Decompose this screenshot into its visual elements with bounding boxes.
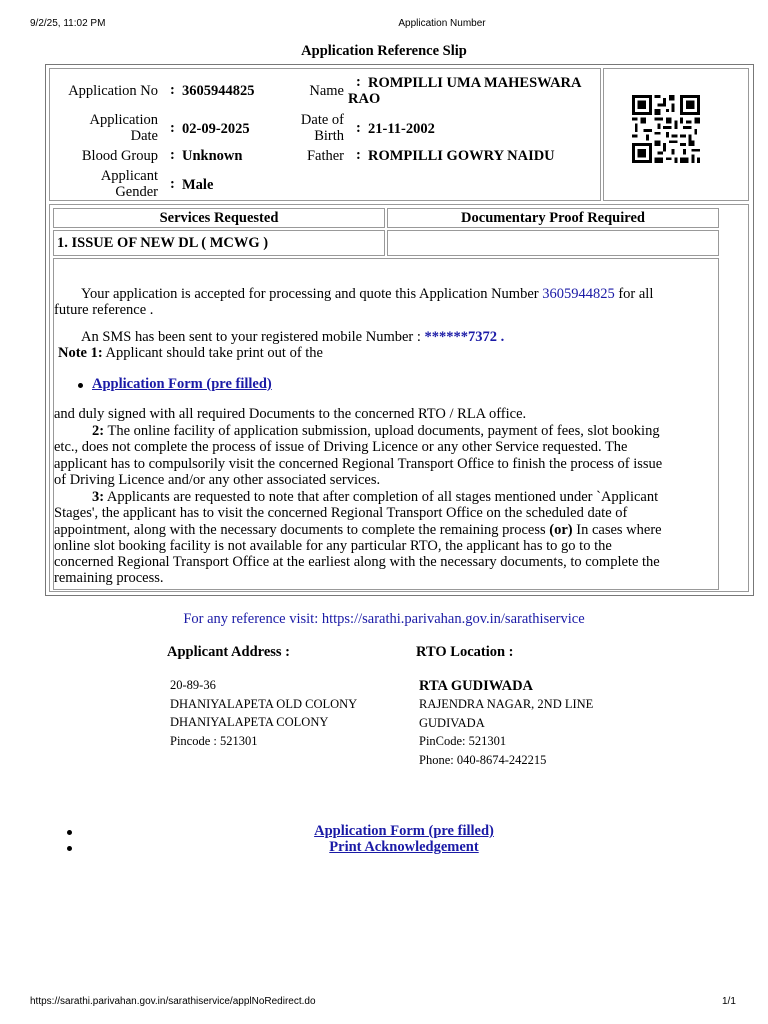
rto-name: RTA GUDIWADA xyxy=(419,678,534,694)
rto-phone: Phone: 040-8674-242215 xyxy=(419,752,547,767)
bullet-icon xyxy=(78,383,83,388)
slip-container xyxy=(45,64,754,596)
reference-text: For any reference visit: https://sarathi.parivahan.gov.in/sarathiservice xyxy=(183,611,585,627)
app-no-value: 3605944825 xyxy=(182,83,255,99)
bottom-application-form-link[interactable]: Application Form (pre filled) xyxy=(314,823,494,839)
dob-value: 21-11-2002 xyxy=(368,121,435,137)
after-link-text: and duly signed with all required Documents to the concerned RTO / RLA office. xyxy=(54,406,527,422)
sms-message xyxy=(81,329,504,345)
note-3-line5: concerned Regional Transport Office at the earliest along with the necessary documents, to complete the xyxy=(54,554,660,571)
accepted-text-a: Your application is accepted for processing and quote this Application Number xyxy=(81,286,539,302)
app-no-colon: : xyxy=(170,82,175,98)
note-3-line4: online slot booking facility is not available for any particular RTO, the applicant has to go to the xyxy=(54,537,612,554)
print-page-title: Application Number xyxy=(398,18,486,29)
gender-label xyxy=(50,168,158,200)
dob-label-2: Birth xyxy=(314,128,344,144)
note-3-line6: remaining process. xyxy=(54,570,164,587)
rto-line-1: RAJENDRA NAGAR, 2ND LINE xyxy=(419,697,594,711)
name-colon: : xyxy=(356,74,361,90)
note-3-line2: Stages', the applicant has to visit the concerned Regional Transport Office on the scheduled date of xyxy=(54,505,628,522)
qr-code-box xyxy=(603,68,749,201)
address-line-3: DHANIYALAPETA COLONY xyxy=(170,715,329,729)
dob-label-1: Date of xyxy=(300,112,344,128)
app-date-label-1: Application xyxy=(89,112,158,128)
app-date-colon: : xyxy=(170,120,175,136)
address-line-1: 20-89-36 xyxy=(170,678,216,692)
accepted-text-c: future reference . xyxy=(54,302,154,319)
application-form-link[interactable]: Application Form (pre filled) xyxy=(92,376,272,392)
proof-header-cell xyxy=(387,208,719,228)
app-date-value: 02-09-2025 xyxy=(182,121,250,137)
services-header-cell xyxy=(53,208,385,228)
gender-colon: : xyxy=(170,176,175,192)
blood-group-colon: : xyxy=(170,147,175,163)
address-pincode: Pincode : 521301 xyxy=(170,733,258,748)
rto-address xyxy=(419,695,593,769)
accepted-app-number: 3605944825 xyxy=(542,286,615,302)
rto-pincode: PinCode: 521301 xyxy=(419,734,507,748)
applicant-address xyxy=(170,676,357,750)
gender-label-1: Applicant xyxy=(100,168,158,184)
note-3-line3b: In cases where xyxy=(576,521,662,538)
note-3-or: (or) xyxy=(549,521,573,538)
print-datetime: 9/2/25, 11:02 PM xyxy=(30,18,106,29)
name-value-line2: RAO xyxy=(348,91,381,107)
dob-colon: : xyxy=(356,120,361,136)
note-1-label: Note 1: xyxy=(58,345,103,361)
note-2-line2: etc., does not complete the process of issue of Driving Licence or any other Service requested. The xyxy=(54,439,628,456)
page-title: Application Reference Slip xyxy=(301,43,467,59)
applicant-details-box xyxy=(49,68,601,201)
note-2-line1: The online facility of application submission, upload documents, payment of fees, slot booking xyxy=(107,423,660,439)
proof-row-cell xyxy=(387,230,719,256)
gender-value: Male xyxy=(182,177,214,193)
father-value: ROMPILLI GOWRY NAIDU xyxy=(368,148,555,164)
note-1 xyxy=(58,345,323,361)
dob-label xyxy=(280,112,344,144)
print-url: https://sarathi.parivahan.gov.in/sarathiservice/applNoRedirect.do xyxy=(30,996,316,1007)
service-row-cell xyxy=(53,230,385,256)
note-2-line3: applicant has to compulsorily visit the concerned Regional Transport Office to finish the process of issue xyxy=(54,455,663,472)
note-2-line4: of Driving Licence and/or any other associated services. xyxy=(54,471,381,488)
note-1-text: Applicant should take print out of the xyxy=(105,345,323,361)
print-acknowledgement-link[interactable]: Print Acknowledgement xyxy=(329,839,479,855)
father-colon: : xyxy=(356,147,361,163)
note-3-label: 3: xyxy=(92,489,105,505)
note-3-line3a: appointment, along with the necessary documents to complete the remaining process xyxy=(54,521,546,538)
note-3 xyxy=(54,489,718,587)
rto-location-heading: RTO Location : xyxy=(416,644,514,660)
qr-code-image xyxy=(630,95,702,163)
note-2-label: 2: xyxy=(92,423,105,439)
gender-label-2: Gender xyxy=(115,184,158,200)
father-label: Father xyxy=(306,148,344,164)
app-no-label: Application No xyxy=(68,83,158,99)
note-2 xyxy=(54,423,718,488)
services-table xyxy=(49,204,749,592)
print-page-count: 1/1 xyxy=(722,996,736,1007)
blood-group-value: Unknown xyxy=(182,148,243,164)
name-value-line1: ROMPILLI UMA MAHESWARA xyxy=(368,75,582,91)
app-date-label xyxy=(50,112,158,144)
note-3-line1: Applicants are requested to note that after completion of all stages mentioned under `Applicant xyxy=(106,489,659,505)
service-row-1: 1. ISSUE OF NEW DL ( MCWG ) xyxy=(57,235,269,251)
blood-group-label: Blood Group xyxy=(81,148,158,164)
address-line-2: DHANIYALAPETA OLD COLONY xyxy=(170,696,358,711)
message-cell xyxy=(53,258,719,590)
rto-line-2: GUDIVADA xyxy=(419,715,485,730)
services-requested-header: Services Requested xyxy=(159,210,279,226)
documentary-proof-header: Documentary Proof Required xyxy=(461,210,645,226)
accepted-message xyxy=(54,286,718,319)
accepted-text-b: for all xyxy=(618,286,654,302)
name-label: Name xyxy=(309,83,344,99)
sms-mobile-number: ******7372 . xyxy=(424,329,505,345)
sms-text: An SMS has been sent to your registered mobile Number : xyxy=(81,329,421,345)
applicant-address-heading: Applicant Address : xyxy=(167,644,291,660)
app-date-label-2: Date xyxy=(130,128,158,144)
